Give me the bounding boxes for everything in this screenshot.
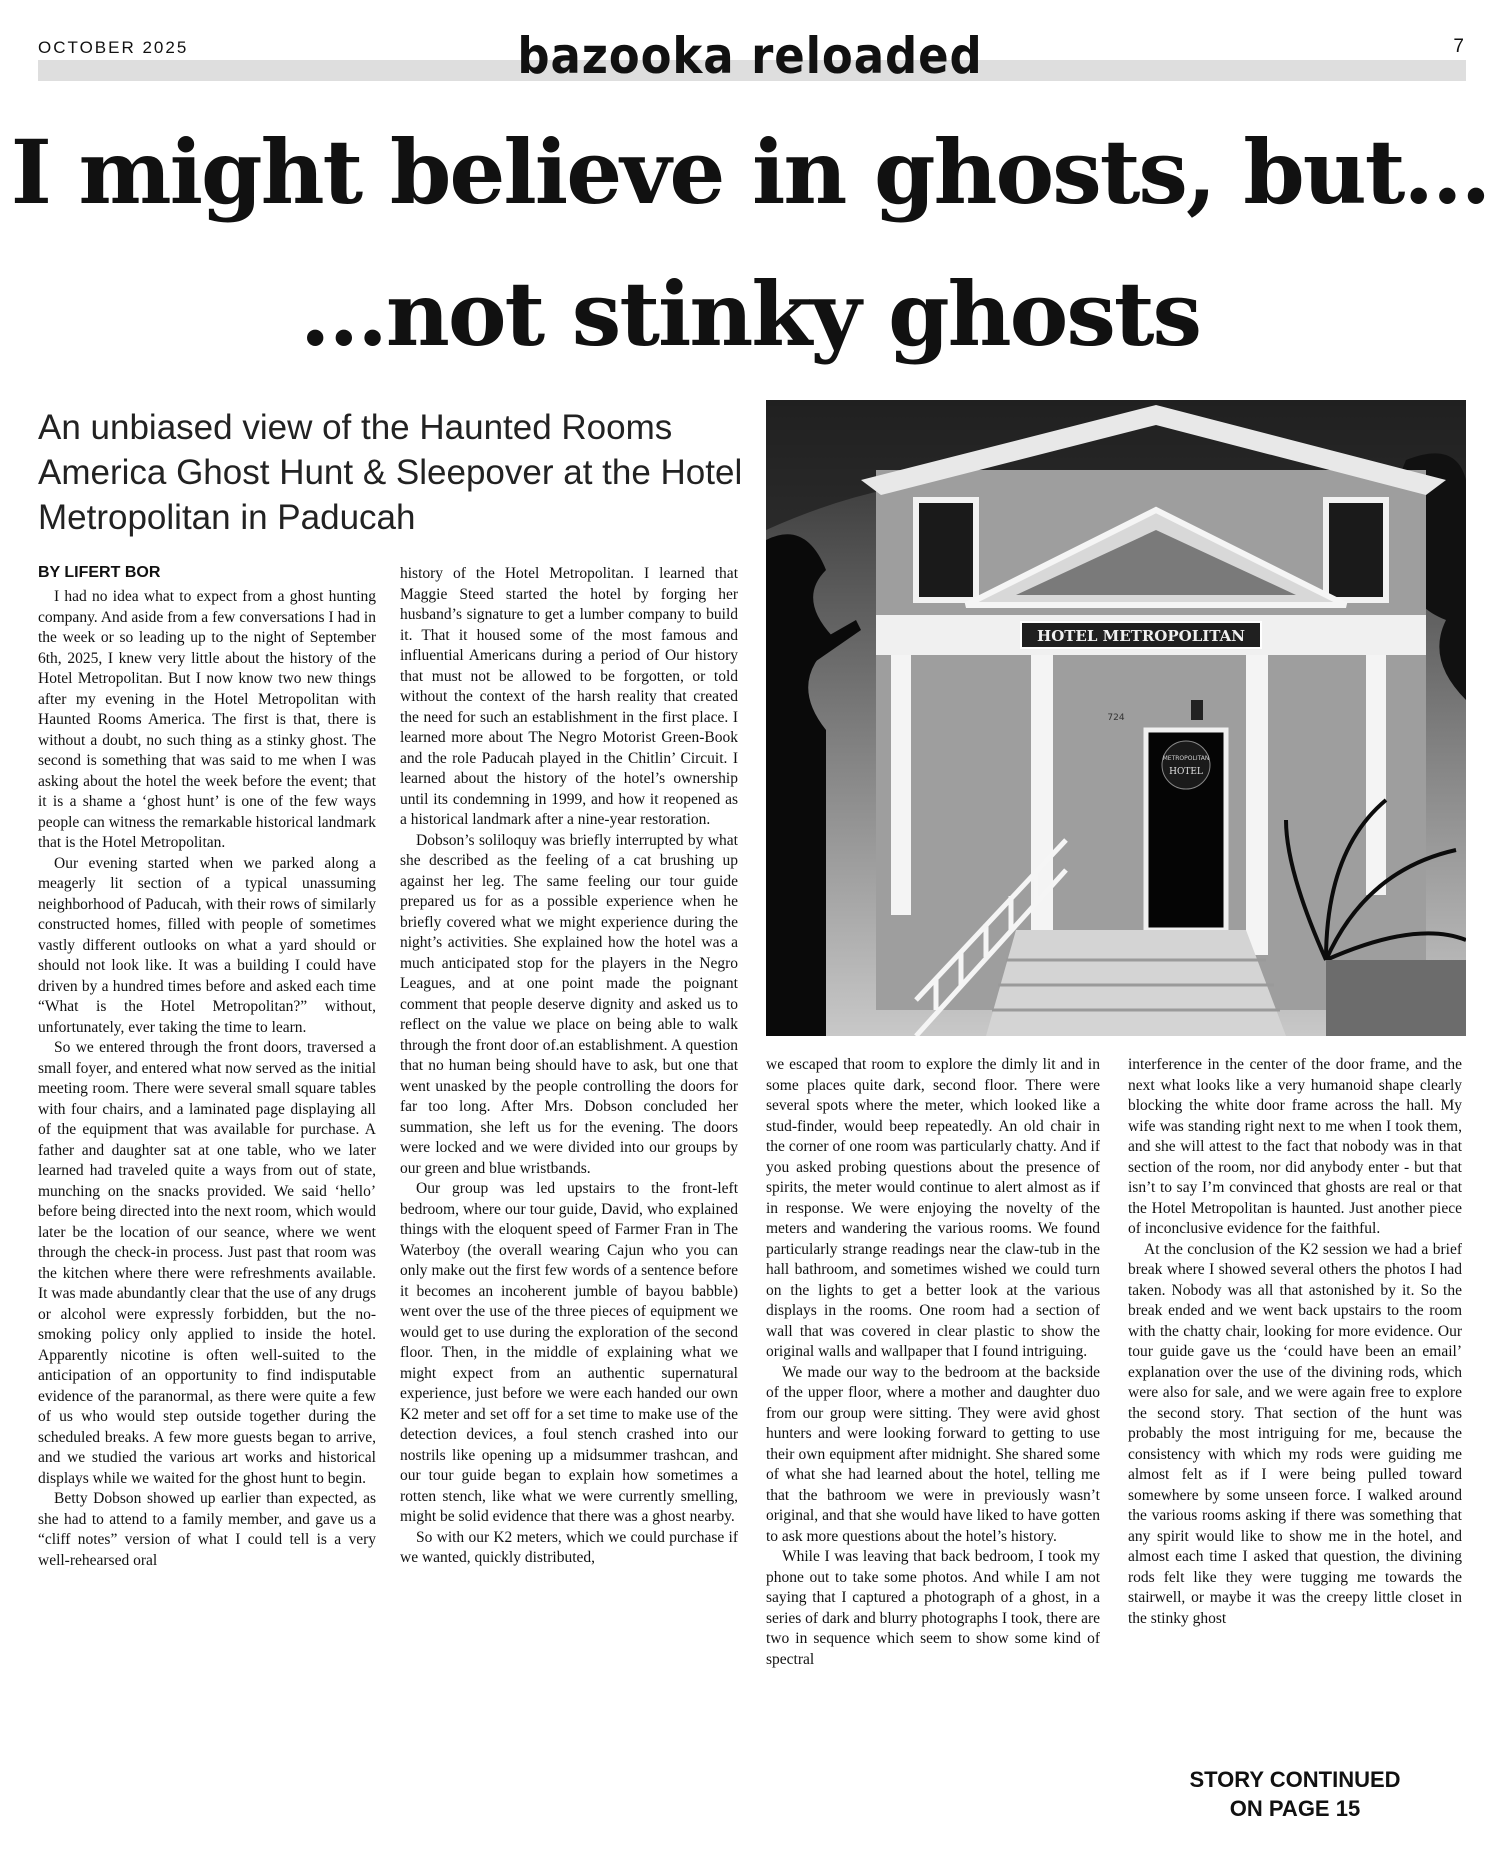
paragraph: we escaped that room to explore the dimly lit and in some places quite dark, second floor. There were several spots where the meter, which looked like a stud-finder, would beep repeatedly. An old chair in the corner of one room was particularly chatty. And if you asked probing questions about the presence of spirits, the meter would continue to alert almost as if in response. We were enjoying the novelty of the meters and wandering the various rooms. We found particularly strange readings near the claw-tub in the hall bathroom, and sometimes wished we could turn on the lights to get a better look at the various displays in the rooms. One room had a section of wall that was covered in clear plastic to show the original walls and wallpaper that I found intriguing.	[766, 1056, 1100, 1360]
headline-line-1: I might believe in ghosts, but...	[10, 120, 1490, 224]
article-column-2	[400, 564, 738, 1856]
door-text-top: METROPOLITAN	[1162, 755, 1210, 762]
paragraph: While I was leaving that back bedroom, I took my phone out to take some photos. And while I am not saying that I captured a photograph of a ghost, in a series of dark and blurry photographs I took, there are two in sequence which seem to show some kind of spectral	[766, 1548, 1100, 1668]
paragraph: Our group was led upstairs to the front-left bedroom, where our tour guide, David, who explained things with the eloquent speed of Farmer Fran in The Waterboy (the overall wearing Cajun who you can only make out the first few words of a sentence before it becomes an incoherent jumble of bayou babble) went over the use of the three pieces of equipment we would get to use during the exploration of the second floor. Then, in the middle of explaining what we might expect from an authentic supernatural experience, just before we were each handed our own K2 meter and set off for a set time to make use of the detection devices, a foul stench crashed into our nostrils like opening up a midsummer trashcan, and our tour guide began to explain how sometimes a rotten stench, like what we were currently smelling, might be solid evidence that there was a ghost nearby.	[400, 1180, 738, 1525]
paragraph: At the conclusion of the K2 session we had a brief break where I showed several others the photos I had taken. Nobody was all that astonished by it. So the break ended and we went back upstairs to the room with the chatty chair, looking for more evidence. Our tour guide gave us the ‘could have been an email’ explanation over the use of the divining rods, which were also for sale, and we were again free to explore the second story. That section of the hunt was probably the most intriguing for me, because the consistency with which my rods were guiding me almost felt as if I were being pulled toward somewhere by some unseen force. I walked around the various rooms asking if there was something that any spirit would like to show me in the hotel, and almost each time I asked that question, the divining rods felt like they were tugging me towards the stairwell, or maybe it was the creepy little closet in the stinky ghost	[1128, 1240, 1462, 1627]
paragraph: history of the Hotel Metropolitan. I learned that Maggie Steed started the hotel by forging her husband’s signature to get a lumber company to build it. That it housed some of the most famous and influential Americans during a period of Our history that must not be allowed to be forgotten, or told without the context of the harsh reality that created the need for such an establishment in the first place. I learned more about The Negro Motorist Green-Book and the role Paducah played in the Chitlin’ Circuit. I learned about the history of the hotel’s ownership until its condemning in 1999, and how it reopened as a historical landmark after a nine-year restoration.	[400, 565, 738, 828]
paragraph: Our evening started when we parked along a meagerly lit section of a typical unassuming neighborhood of Paducah, with their rows of similarly constructed homes, filled with people of sometimes vastly different outlooks on what a yard should or should not look like. It was a building I could have driven by a hundred times before and asked each time “What is the Hotel Metropolitan?” without, unfortunately, ever taking the time to learn.	[38, 854, 376, 1036]
issue-date: OCTOBER 2025	[38, 38, 189, 57]
paragraph: interference in the center of the door frame, and the next what looks like a very humanoid shape clearly blocking the white door frame across the hall. My wife was standing right next to me when I took them, and she will attest to the fact that nobody was in that section of the room, nor did anybody enter - but that isn’t to say I’m convinced that ghosts are real or that the Hotel Metropolitan is haunted. Just another piece of inconclusive evidence for the faithful.	[1128, 1056, 1462, 1237]
headline-line-2: ...not stinky ghosts	[299, 262, 1201, 366]
article-deck: An unbiased view of the Haunted Rooms America Ghost Hunt & Sleepover at the Hotel Metropolitan in Paducah	[38, 408, 743, 537]
newspaper-logo: bazooka reloaded	[517, 27, 983, 85]
article-column-4	[1128, 1055, 1462, 1759]
continued-line-2: ON PAGE 15	[1229, 1796, 1361, 1821]
story-continued-notice	[1128, 1765, 1462, 1823]
article-column-3	[766, 1055, 1100, 1855]
paragraph: So with our K2 meters, which we could purchase if we wanted, quickly distributed,	[400, 1528, 738, 1566]
paragraph: So we entered through the front doors, traversed a small foyer, and entered what now served as the initial meeting room. There were several small square tables with four chairs, and a laminated page displaying all of the equipment that was available for purchase. A father and daughter sat at one table, who we later learned had traveled quite a ways from out of state, munching on the snacks provided. We said ‘hello’ before being directed into the next room, which would later be the location of our seance, where we went through the check-in process. Just past that room was the kitchen where there were refreshments available. It was made abundantly clear that the use of any drugs or alcohol were expressly forbidden, but the no-smoking policy only applied to inside the hotel. Apparently nicotine is often well-suited to the anticipation of an opportunity to find indisputable evidence of the paranormal, as there were quite a few of us who would step outside together during the scheduled breaks. A few more guests began to arrive, and we studied the various art works and historical displays while we waited for the ghost hunt to begin.	[38, 1039, 376, 1487]
hotel-metropolitan-photo	[766, 400, 1466, 1036]
door-text-bottom: HOTEL	[1169, 767, 1203, 777]
hotel-sign-text: HOTEL METROPOLITAN	[1037, 627, 1245, 645]
paragraph: Dobson’s soliloquy was briefly interrupted by what she described as the feeling of a cat brushing up against her leg. The same feeling our tour guide prepared us for as a possible experience when he briefly covered what we might experience during the night’s activities. She explained how the hotel was a much anticipated stop for the players in the Negro Leagues, and at one point made the poignant comment that people deserve dignity and asked us to reflect on the value we place on being able to walk through the front door of.an establishment. A question that no human being should have to ask, but one that went unasked by the people controlling the doors for far too long. After Mrs. Dobson concluded her summation, she left us for the evening. The doors were locked and we were divided into our groups by our green and blue wristbands.	[400, 831, 738, 1177]
paragraph: I had no idea what to expect from a ghost hunting company. And aside from a few conversations I had in the week or so leading up to the night of September 6th, 2025, I knew very little about the history of the Hotel Metropolitan. But I now know two new things after my evening in the Hotel Metropolitan with Haunted Rooms America. The first is that, there is without a doubt, no such thing as a stinky ghost. The second is something that was said to me when I was asking about the hotel the week before the event; that it is a shame a ‘ghost hunt’ is one of the few ways people can witness the remarkable historical landmark that is the Hotel Metropolitan.	[38, 588, 376, 851]
continued-line-1: STORY CONTINUED	[1189, 1767, 1401, 1792]
house-number: 724	[1107, 713, 1125, 723]
paragraph: Betty Dobson showed up earlier than expected, as she had to attend to a family member, and gave us a “cliff notes” version of what I could tell is a very well-rehearsed oral	[38, 1490, 376, 1569]
page-number: 7	[1453, 36, 1464, 57]
byline: BY LIFERT BOR	[38, 564, 161, 581]
paragraph: We made our way to the bedroom at the backside of the upper floor, where a mother and daughter duo from our group were sitting. They were avid ghost hunters and were looking forward to getting to use their own equipment after midnight. She shared some of what she had learned about the hotel, telling me that the bathroom we were in previously wasn’t original, and that she would have liked to have gotten to ask more questions about the hotel’s history.	[766, 1363, 1100, 1545]
article-column-1	[38, 587, 376, 1855]
